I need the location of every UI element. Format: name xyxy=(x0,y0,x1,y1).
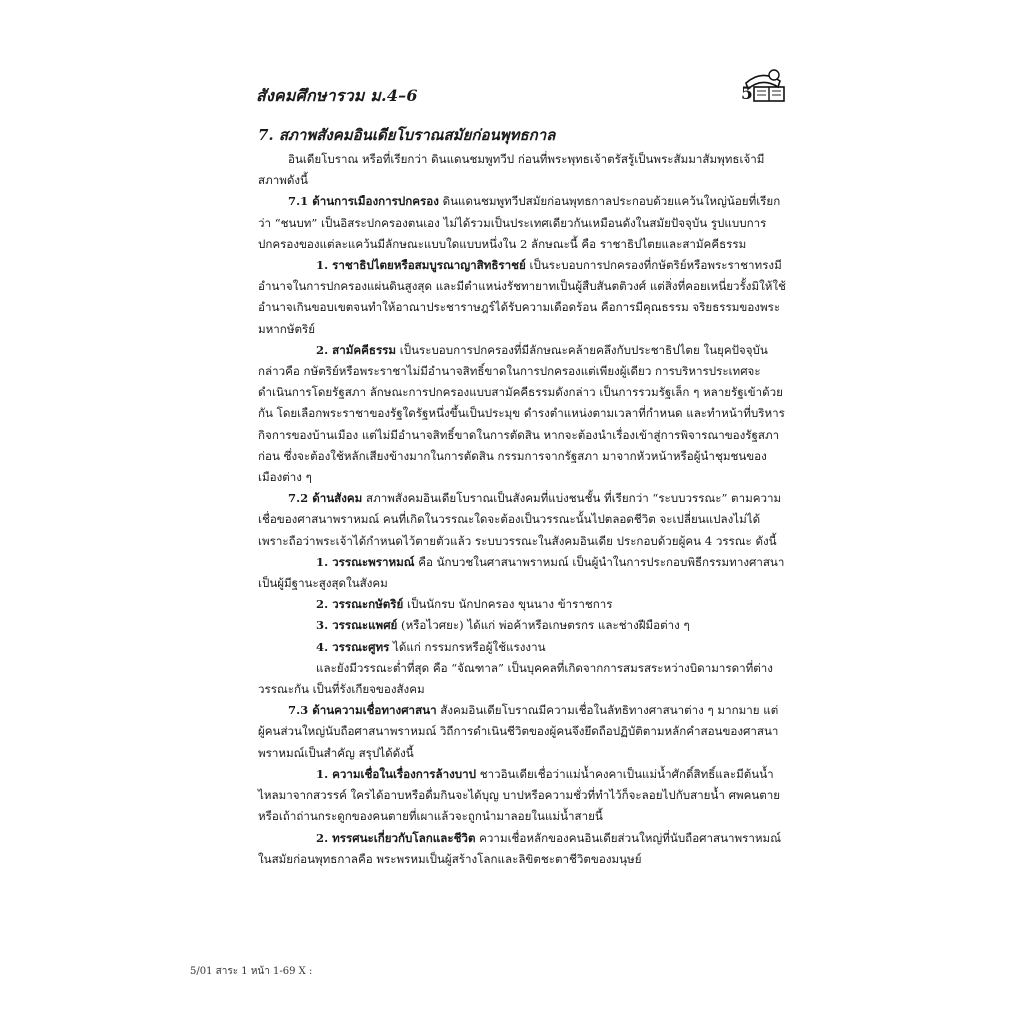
subheading-politics: 7.1 ด้านการเมืองการปกครอง xyxy=(288,194,439,209)
paragraph-7-3-2-text: ความเชื่อหลักของคนอินเดียส่วนใหญ่ที่นับถือศาสนาพราหมณ์ในสมัยก่อนพุทธกาลคือ พระพรหมเป็นผู้สร้างโลกและลิขิตชะตาชีวิตของมนุษย์ xyxy=(258,830,781,866)
paragraph-7-1 xyxy=(258,191,786,255)
paragraph-7-2-text: สภาพสังคมอินเดียโบราณเป็นสังคมที่แบ่งชนชั้น ที่เรียกว่า “ระบบวรรณะ” ตามความเชื่อของศาสนาพราหมณ์ คนที่เกิดในวรรณะใดจะต้องเป็นวรรณะนั้นไปตลอดชีวิต จะเปลี่ยนแปลงไม่ได้ เพราะถือว่าพระเจ้าได้กำหนดไว้ตายตัวแล้ว ระบบวรรณะในสังคมอินเดีย ประกอบด้วยผู้คน 4 วรรณะ ดังนี้ xyxy=(258,491,782,548)
subheading-society: 7.2 ด้านสังคม xyxy=(288,491,363,506)
caste-item-1 xyxy=(258,552,786,594)
caste-vaishya-label: 3. วรรณะแพศย์ xyxy=(316,618,398,633)
caste-brahmin-label: 1. วรรณะพราหมณ์ xyxy=(316,554,415,569)
print-footer: 5/01 สาระ 1 หน้า 1-69 X : xyxy=(190,966,313,977)
paragraph-7-2 xyxy=(258,488,786,552)
paragraph-7-3 xyxy=(258,700,786,764)
subheading-worldview: 2. ทรรศนะเกี่ยวกับโลกและชีวิต xyxy=(316,830,476,845)
subheading-religion: 7.3 ด้านความเชื่อทางศาสนา xyxy=(288,703,437,718)
caste-vaishya-text: (หรือไวศยะ) ได้แก่ พ่อค้าหรือเกษตรกร และช่างฝีมือต่าง ๆ xyxy=(397,618,690,633)
caste-kshatriya-text: เป็นนักรบ นักปกครอง ขุนนาง ข้าราชการ xyxy=(403,597,613,612)
caste-item-3 xyxy=(258,615,786,636)
paragraph-7-1-2-text: เป็นระบอบการปกครองที่มีลักษณะคล้ายคลึงกับประชาธิปไตย ในยุคปัจจุบัน กล่าวคือ กษัตริย์หรือพระราชาไม่มีอำนาจสิทธิ์ขาดในการปกครองแต่เพียงผู้เดียว การบริหารประเทศจะดำเนินการโดยรัฐสภา ลักษณะการปกครองแบบสามัคคีธรรมดังกล่าว เป็นการรวมรัฐเล็ก ๆ หลายรัฐเข้าด้วยกัน โดยเลือกพระราชาของรัฐใดรัฐหนึ่งขึ้นเป็นประมุข ดำรงตำแหน่งตามเวลาที่กำหนด และทำหน้าที่บริหารกิจการของบ้านเมือง แต่ไม่มีอำนาจสิทธิ์ขาดในการตัดสิน หากจะต้องนำเรื่องเข้าสู่การพิจารณาของรัฐสภาก่อน ซึ่งจะต้องใช้หลักเสียงข้างมากในการตัดสิน กรรมการจากรัฐสภา มาจากหัวหน้าหรือผู้นำชุมชนของเมืองต่าง ๆ xyxy=(258,342,785,485)
paragraph-7-3-text: สังคมอินเดียโบราณมีความเชื่อในลัทธิทางศาสนาต่าง ๆ มากมาย แต่ผู้คนส่วนใหญ่นับถือศาสนาพราหมณ์ วิถีการดำเนินชีวิตของผู้คนจึงยึดถือปฏิบัติตามหลักคำสอนของศาสนาพราหมณ์เป็นสำคัญ สรุปได้ดังนี้ xyxy=(258,703,779,760)
section-heading: 7. สภาพสังคมอินเดียโบราณสมัยก่อนพุทธกาล xyxy=(258,126,556,144)
caste-shudra-text: ได้แก่ กรรมกรหรือผู้ใช้แรงงาน xyxy=(389,639,546,654)
document-body xyxy=(258,149,786,870)
paragraph-7-3-1-text: ชาวอินเดียเชื่อว่าแม่น้ำคงคาเป็นแม่น้ำศักดิ์สิทธิ์และมีต้นน้ำไหลมาจากสวรรค์ ใครได้อาบหรือดื่มกินจะได้บุญ บาปหรือความชั่วที่ทำไว้ก็จะลอยไปกับสายน้ำ ศพคนตาย หรือเถ้าถ่านกระดูกของคนตายที่เผาแล้วจะถูกนำมาลอยในแม่น้ำสายนี้ xyxy=(258,766,781,824)
subheading-samakkhitham: 2. สามัคคีธรรม xyxy=(316,342,397,357)
caste-brahmin-text: คือ นักบวชในศาสนาพราหมณ์ เป็นผู้นำในการประกอบพิธีกรรมทางศาสนา เป็นผู้มีฐานะสูงสุดในสังคม xyxy=(258,554,785,591)
paragraph-7-3-2 xyxy=(258,828,786,870)
caste-item-4 xyxy=(258,637,786,658)
paragraph-7-1-1 xyxy=(258,255,786,340)
caste-shudra-label: 4. วรรณะศูทร xyxy=(316,639,390,654)
caste-item-2 xyxy=(258,594,786,615)
page-number: 5 xyxy=(741,84,753,104)
subheading-monarchy: 1. ราชาธิปไตยหรือสมบูรณาญาสิทธิราชย์ xyxy=(316,258,526,273)
paragraph-7-1-text: ดินแดนชมพูทวีปสมัยก่อนพุทธกาลประกอบด้วยแคว้นใหญ่น้อยที่เรียกว่า “ชนบท” เป็นอิสระปกครองตนเอง ไม่ได้รวมเป็นประเทศเดียวกันเหมือนดังในสมัยปัจจุบัน รูปแบบการปกครองของแต่ละแคว้นมีลักษณะแบบใดแบบหนึ่งใน 2 ลักษณะนี้ คือ ราชาธิปไตยและสามัคคีธรรม xyxy=(258,194,781,251)
subheading-purification: 1. ความเชื่อในเรื่องการล้างบาป xyxy=(316,766,477,781)
paragraph-7-1-2 xyxy=(258,340,786,488)
paragraph-7-1-1-text: เป็นระบอบการปกครองที่กษัตริย์หรือพระราชาทรงมีอำนาจในการปกครองแผ่นดินสูงสุด และมีตำแหน่งรัชทายาทเป็นผู้สืบสันตติวงศ์ แต่สิ่งที่คอยเหนี่ยวรั้งมิให้ใช้อำนาจเกินขอบเขตจนทำให้อาณาประชาราษฎร์ได้รับความเดือดร้อน คือการมีคุณธรรม จริยธรรมของพระมหากษัตริย์ xyxy=(258,258,786,336)
intro-paragraph: อินเดียโบราณ หรือที่เรียกว่า ดินแดนชมพูทวีป ก่อนที่พระพุทธเจ้าตรัสรู้เป็นพระสัมมาสัมพุทธเจ้ามีสภาพดังนี้ xyxy=(258,152,765,188)
paragraph-7-3-1 xyxy=(258,764,786,828)
running-header-title: สังคมศึกษารวม ม.4–6 xyxy=(256,86,418,105)
outcaste-paragraph: และยังมีวรรณะต่ำที่สุด คือ “จัณฑาล” เป็นบุคคลที่เกิดจากการสมรสระหว่างบิดามารดาที่ต่างวรรณะกัน เป็นที่รังเกียจของสังคม xyxy=(258,660,773,697)
caste-kshatriya-label: 2. วรรณะกษัตริย์ xyxy=(316,597,404,612)
